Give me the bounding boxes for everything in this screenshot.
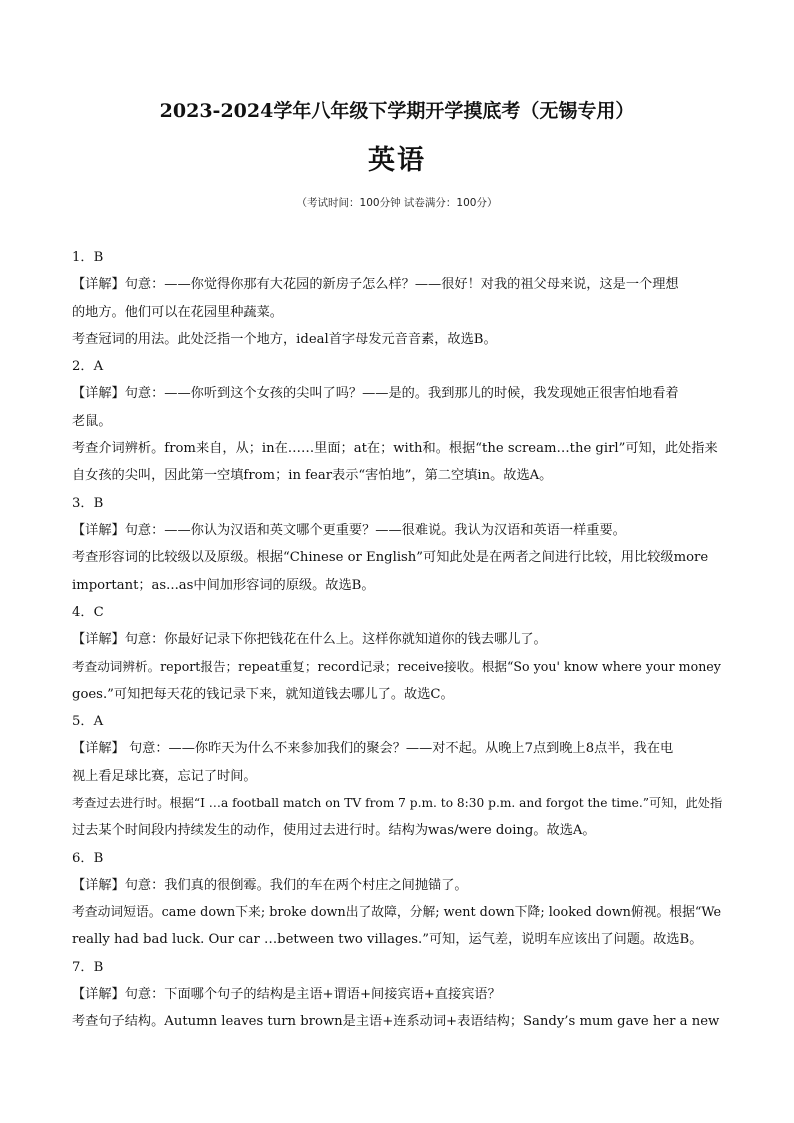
answer-line: 考查介词辨析。from来自，从；in在……里面；at在；with和。根据“the scream…the girl”可知，此处指来 (72, 441, 718, 457)
answer-line: 老鼠。 (72, 413, 112, 429)
answer-number: 2．A (72, 359, 104, 375)
answer-line: 考查冠词的用法。此处泛指一个地方，ideal首字母发元音音素，故选B。 (72, 331, 497, 347)
answer-line: 【详解】句意：——你听到这个女孩的尖叫了吗？——是的。我到那儿的时候，我发现她正很害怕地看着 (72, 386, 679, 402)
answer-content (72, 244, 722, 1036)
answer-number: 3．B (72, 495, 104, 511)
exam-info: （考试时间：100分钟 试卷满分：100分） (296, 197, 498, 209)
answer-line: 视上看足球比赛，忘记了时间。 (72, 768, 257, 784)
answer-line: goes.”可知把每天花的钱记录下来，就知道钱去哪儿了。故选C。 (72, 686, 454, 702)
answer-number: 7．B (72, 959, 104, 975)
answer-line: 【详解】句意：——你认为汉语和英文哪个更重要？——很难说。我认为汉语和英语一样重要。 (72, 522, 626, 538)
answer-line: 考查过去进行时。根据“I …a football match on TV from 7 p.m. to 8:30 p.m. and forgot the time.”可知，此处指 (72, 795, 723, 810)
answer-line: 【详解】句意：你最好记录下你把钱花在什么上。这样你就知道你的钱去哪儿了。 (72, 632, 547, 648)
document-title: 2023-2024学年八年级下学期开学摸底考（无锡专用） (159, 100, 635, 122)
answer-line: 【详解】 句意：——你昨天为什么不来参加我们的聚会？——对不起。从晚上7点到晚上8点半，我在电 (72, 741, 674, 757)
answer-line: 自女孩的尖叫，因此第一空填from；in fear表示“害怕地”，第二空填in。故选A。 (72, 468, 553, 484)
answer-number: 1．B (72, 250, 104, 265)
answer-number: 4．C (72, 604, 104, 620)
answer-line: really had bad luck. Our car …between two villages.”可知，运气差，说明车应该出了问题。故选B。 (72, 932, 703, 948)
answer-line: 【详解】句意：下面哪个句子的结构是主语+谓语+间接宾语+直接宾语？ (72, 987, 501, 1003)
answer-line: 【详解】句意：——你觉得你那有大花园的新房子怎么样？——很好！对我的祖父母来说，这是一个理想 (72, 277, 679, 293)
answer-line: 的地方。他们可以在花园里种蔬菜。 (72, 304, 283, 320)
answer-line: important；as...as中间加形容词的原级。故选B。 (72, 577, 375, 593)
answer-line: 考查句子结构。Autumn leaves turn brown是主语+连系动词+表语结构；Sandy’s mum gave her a new (72, 1014, 720, 1030)
answer-line: 考查动词短语。came down下来; broke down出了故障，分解; went down下降; looked down俯视。根据“We (72, 905, 722, 921)
answer-line: 考查形容词的比较级以及原级。根据“Chinese or English”可知此处是在两者之间进行比较，用比较级more (72, 550, 709, 566)
answer-number: 5．A (72, 714, 104, 730)
answer-line: 【详解】句意：我们真的很倒霉。我们的车在两个村庄之间抛锚了。 (72, 877, 468, 893)
subject-heading: 英语 (368, 145, 426, 176)
answer-number: 6．B (72, 850, 104, 866)
answer-line: 过去某个时间段内持续发生的动作，使用过去进行时。结构为was/were doing。故选A。 (72, 823, 596, 839)
answer-line: 考查动词辨析。report报告；repeat重复；record记录；receive接收。根据“So you' know where your money (72, 659, 721, 675)
